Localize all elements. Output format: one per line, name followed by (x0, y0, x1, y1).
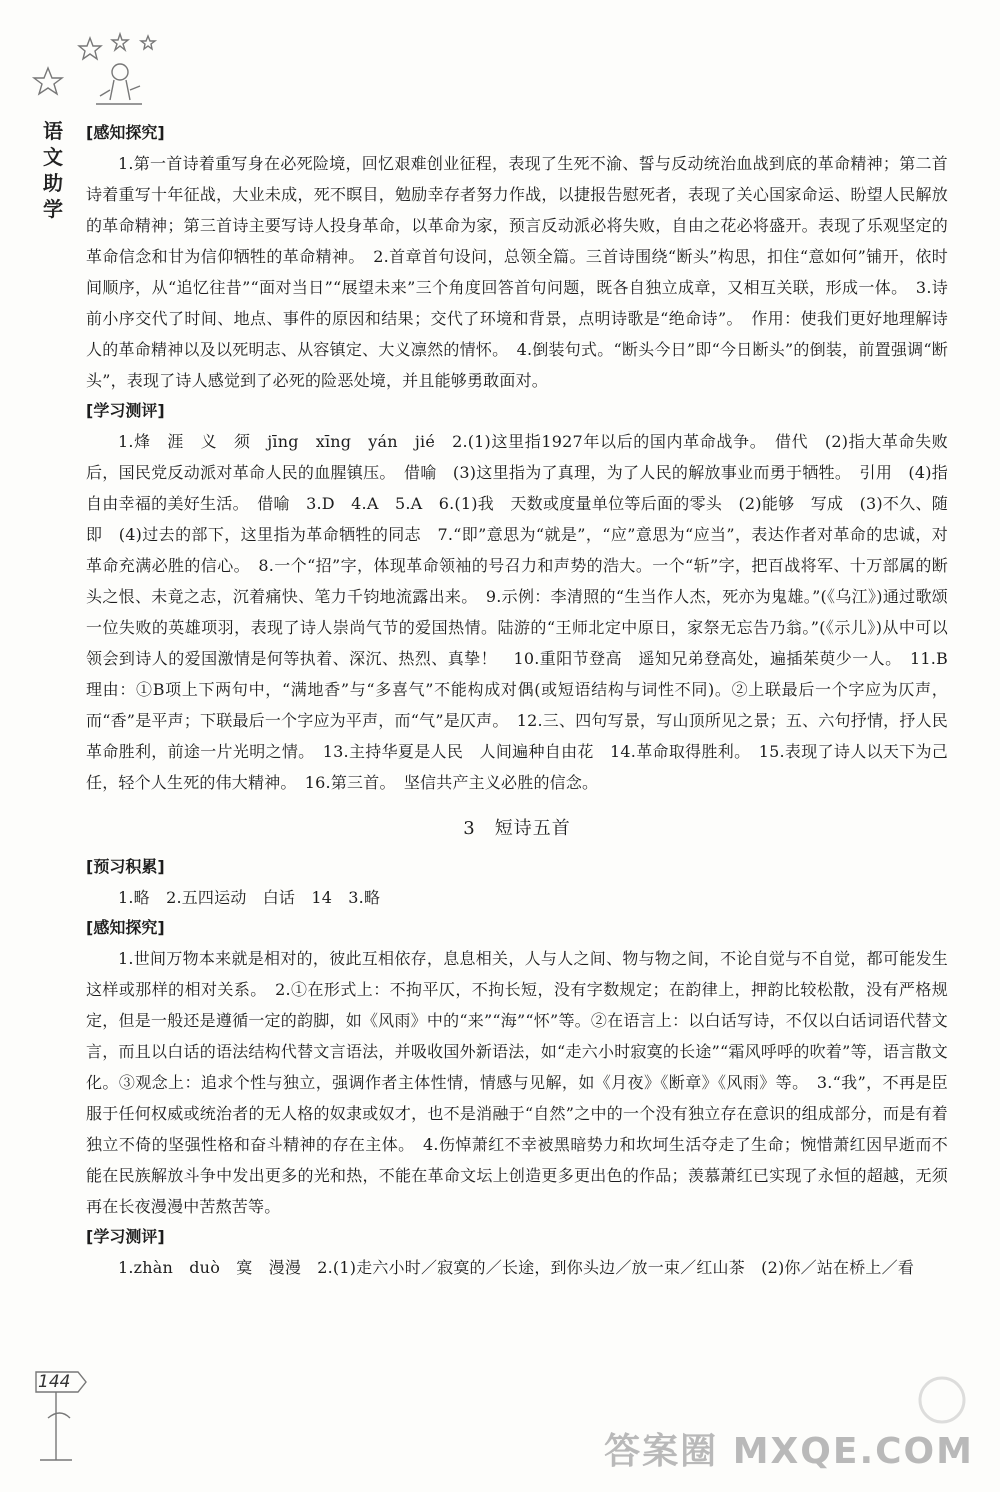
section-perception-1 (86, 118, 948, 396)
star-doodle-decoration (30, 20, 180, 110)
watermark-text: 答案圈 MXQE.COM (604, 1431, 974, 1472)
section-heading: [预习积累] (86, 857, 165, 876)
answer-paragraph: 1.略 2.五四运动 白话 14 3.略 (118, 888, 381, 907)
section-assessment-1 (86, 396, 965, 798)
section-perception-2 (86, 913, 948, 1222)
section-heading: [感知探究] (86, 123, 165, 142)
side-char-2: 文 (43, 145, 63, 169)
section-heading: [学习测评] (86, 401, 165, 420)
section-heading: [感知探究] (86, 918, 165, 937)
chapter-title: 3 短诗五首 (463, 818, 571, 839)
answer-paragraph: 1.zhàn duò 寞 漫漫 2.(1)走六小时／寂寞的／长途，到你头边／放一束／红山茶 (2)你／站在桥上／看 (118, 1258, 915, 1277)
section-assessment-2 (86, 1222, 948, 1283)
side-char-4: 学 (43, 197, 63, 221)
section-preview (86, 852, 948, 913)
side-char-3: 助 (43, 171, 63, 195)
answer-paragraph: 1.烽 涯 义 须 jīng xīng yán jié 2.(1)这里指1927年以后的国内革命战争。 借代 (2)指大革命失败后，国民党反动派对革命人民的血腥镇压。 借喻 (3)这里指为了真理，为了人民的解放事业而勇于牺牲。 引用 (4)指自由幸福的美好生活。 借喻 3.D 4.A 5.A 6.(1)我 天数或度量单位等后面的零头 (2)能够 写成 (3)不久、随即 (4)过去的部下，这里指为革命牺牲的同志 7.“即”意思为“就是”，“应”意思为“应当”，表达作者对革命的忠诚，对革命充满必胜的信心。 8.一个“招”字，体现革命领袖的号召力和声势的浩大。一个“斩”字，把百战将军、十万部属的断头之恨、未竟之志，沉着痛快、笔力千钧地流露出来。 9.示例：李清照的“生当作人杰，死亦为鬼雄。”(《乌江》)通过歌颂一位失败的英雄项羽，表现了诗人崇尚气节的爱国热情。陆游的“王师北定中原日，家祭无忘告乃翁。”(《示儿》)从中可以领会到诗人的爱国激情是何等执着、深沉、热烈、真挚！ 10.重阳节登高 遥知兄弟登高处，遍插茱萸少一人。 11.B 理由：①B项上下两句中，“满地香”与“多喜气”不能构成对偶(或短语结构与词性不同)。②上联最后一个字应为仄声，而“香”是平声；下联最后一个字应为平声，而“气”是仄声。 12.三、四句写景，写山顶所见之景；五、六句抒情，抒人民革命胜利，前途一片光明之情。 13.主持华夏是人民 人间遍种自由花 14.革命取得胜利。 15.表现了诗人以天下为己任，轻个人生死的伟大精神。 16.第三首。 坚信共产主义必胜的信念。 (86, 432, 965, 792)
page-content (86, 118, 965, 1283)
side-char-1: 语 (43, 119, 63, 143)
page-number: 144 (38, 1372, 71, 1392)
book-series-label (38, 118, 68, 222)
answer-paragraph: 1.世间万物本来就是相对的，彼此互相依存，息息相关，人与人之间、物与物之间，不论自觉与不自觉，都可能发生这样或那样的相对关系。 2.①在形式上：不拘平仄，不拘长短，没有字数规定；在韵律上，押韵比较松散，没有严格规定，但是一般还是遵循一定的韵脚，如《风雨》中的“来”“海”“怀”等。②在语言上：以白话写诗，不仅以白话词语代替文言，而且以白话的语法结构代替文言语法，并吸收国外新语法，如“走六小时寂寞的长途”“霜风呼呼的吹着”等，语言散文化。③观念上：追求个性与独立，强调作者主体性情，情感与见解，如《月夜》《断章》《风雨》等。 3.“我”，不再是臣服于任何权威或统治者的无人格的奴隶或奴才，也不是消融于“自然”之中的一个没有独立存在意识的组成部分，而是有着独立不倚的坚强性格和奋斗精神的存在主体。 4.伤悼萧红不幸被黑暗势力和坎坷生活夺走了生命；惋惜萧红因早逝而不能在民族解放斗争中发出更多的光和热，不能在革命文坛上创造更多更出色的作品；羡慕萧红已实现了永恒的超越，无须再在长夜漫漫中苦熬苦等。 (86, 949, 948, 1216)
section-heading: [学习测评] (86, 1227, 165, 1246)
answer-paragraph: 1.第一首诗着重写身在必死险境，回忆艰难创业征程，表现了生死不渝、誓与反动统治血战到底的革命精神；第二首诗着重写十年征战，大业未成，死不瞑目，勉励幸存者努力作战，以捷报告慰死者，表现了关心国家命运、盼望人民解放的革命精神；第三首诗主要写诗人投身革命，以革命为家，预言反动派必将失败，自由之花必将盛开。表现了乐观坚定的革命信念和甘为信仰牺牲的革命精神。 2.首章首句设问，总领全篇。三首诗围绕“断头”构思，扣住“意如何”铺开，依时间顺序，从“追忆往昔”“面对当日”“展望未来”三个角度回答首句问题，既各自独立成章，又相互关联，形成一体。 3.诗前小序交代了时间、地点、事件的原因和结果；交代了环境和背景，点明诗歌是“绝命诗”。 作用：使我们更好地理解诗人的革命精神以及以死明志、从容镇定、大义凛然的情怀。 4.倒装句式。“断头今日”即“今日断头”的倒装，前置强调“断头”，表现了诗人感觉到了必死的险恶处境，并且能够勇敢面对。 (86, 154, 948, 390)
